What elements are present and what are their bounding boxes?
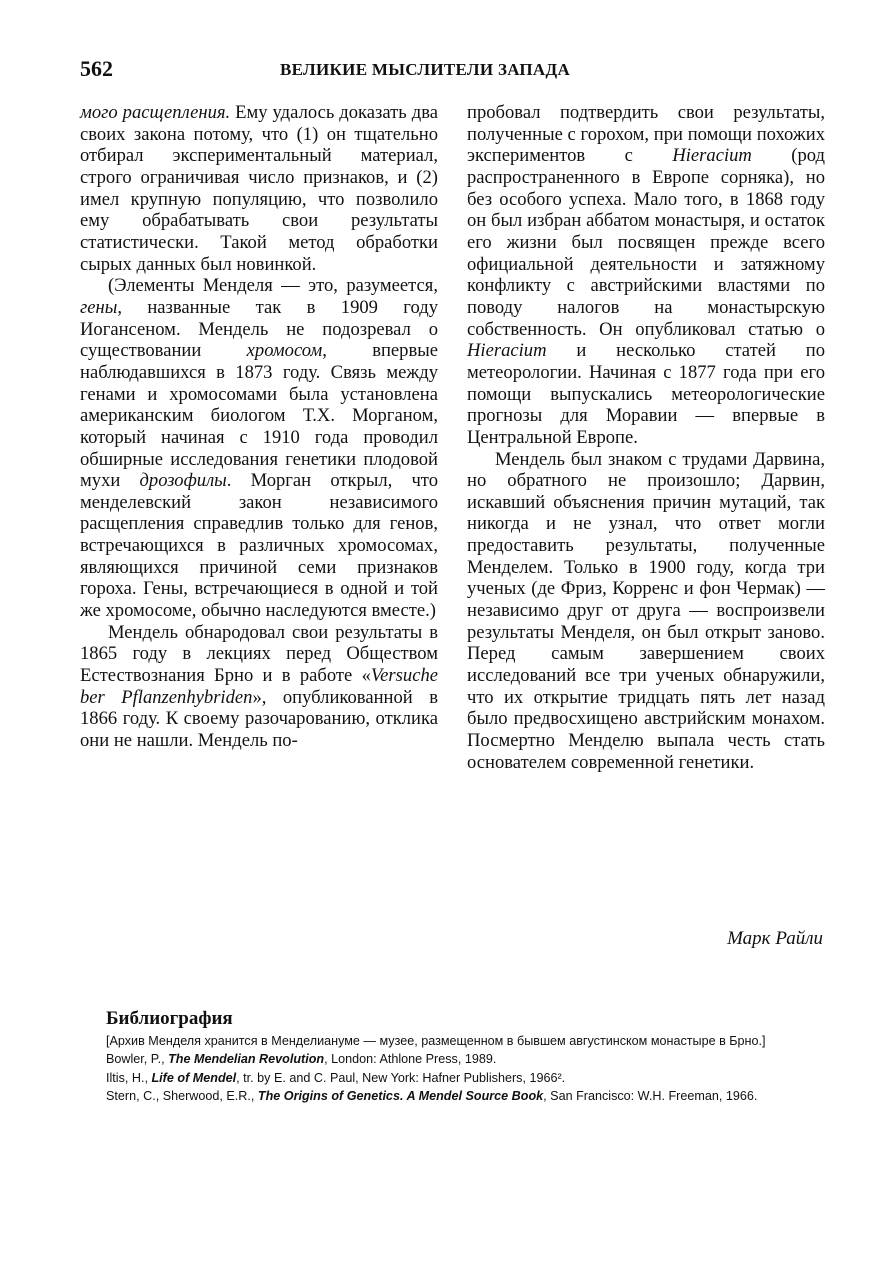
paragraph-text: и несколько статей по метеорологии. Начиная с 1877 года при его помощи выпускались метеорологические прогнозы для Моравии — впервые в Центральной Европе.	[467, 340, 825, 448]
paragraph-text: », опубликованной в 1866 году. К своему разочарованию, отклика они не нашли. Мендель по-	[80, 686, 438, 752]
paragraph	[80, 275, 438, 622]
bibliography-entry	[80, 1087, 825, 1105]
paragraph-text: (род распространенного в Европе сорняка), но без особого успеха. Мало того, в 1868 году он был избран аббатом монастыря, и остаток его жизни был посвящен прежде всего официальной деятельности и затяжному конфликту с австрийскими властями по поводу налогов на монастырскую собственность. Он опубликовал статью о	[467, 145, 826, 340]
paragraph	[80, 622, 438, 752]
bibliography-entry: [Архив Менделя хранится в Менделиануме — музее, размещенном в бывшем августинском монастыре в Брно.]	[106, 1034, 766, 1048]
entry-text: , San Francisco: W.H. Freeman, 1966.	[543, 1088, 758, 1103]
entry-text: , London: Athlone Press, 1989.	[324, 1052, 497, 1067]
author-signature: Марк Райли	[727, 928, 823, 949]
entry-title: The Mendelian Revolution	[168, 1052, 325, 1067]
entry-text: , tr. by E. and C. Paul, New York: Hafner Publishers, 1966².	[236, 1070, 566, 1085]
page-number: 562	[80, 56, 113, 81]
italic-term: Hieracium	[467, 340, 547, 362]
entry-title: The Origins of Genetics. A Mendel Source Book	[257, 1088, 544, 1103]
italic-term: хромосом	[246, 340, 323, 362]
paragraph-text: Ему удалось доказать два своих закона потому, что (1) он тщательно отбирал экспериментальный материал, строго ограничивая число признаков, и (2) имел крупную популяцию, что позволило ему обрабатывать свои результаты статистически. Такой метод обработки сырых данных был новинкой.	[80, 102, 438, 275]
bibliography-heading: Библиография	[106, 1008, 233, 1029]
entry-text: Bowler, P.,	[106, 1052, 169, 1067]
italic-term: Hieracium	[672, 145, 752, 167]
paragraph-text: . Морган открыл, что менделевский закон независимого расщепления справедлив только для генов, встречающихся в различных хромосомах, являющихся причиной семи признаков гороха. Гены, встречающиеся в одной и той же хромосоме, обычно наследуются вместе.)	[80, 470, 438, 622]
work-title: Versuche ber Pflanzenhybriden	[80, 665, 438, 708]
entry-text: Iltis, H.,	[106, 1070, 152, 1085]
paragraph-text: пробовал подтвердить свои результаты, полученные с горохом, при помощи похожих экспериментов с	[467, 102, 825, 167]
italic-term: мого расщепления.	[80, 102, 231, 123]
italic-term: гены	[80, 296, 118, 318]
paragraph	[467, 102, 825, 449]
entry-title: Life of Mendel	[151, 1070, 237, 1085]
paragraph-text: (Элементы Менделя — это, разумеется,	[108, 275, 438, 297]
right-column	[467, 102, 825, 773]
paragraph-text: , названные так в 1909 году Иогансеном. Мендель не подозревал о существовании	[80, 296, 438, 362]
paragraph	[80, 102, 438, 275]
paragraph-text: Мендель обнародовал свои результаты в 1865 году в лекциях перед Обществом Естествознания Брно и в работе «	[80, 621, 438, 687]
bibliography-entry	[80, 1050, 825, 1068]
bibliography-list	[80, 1032, 825, 1105]
entry-text: Stern, C., Sherwood, E.R.,	[106, 1088, 258, 1103]
left-column	[80, 102, 438, 752]
italic-term: дрозофилы	[139, 470, 227, 492]
bibliography-entry	[80, 1069, 825, 1087]
paragraph: Мендель был знаком с трудами Дарвина, но обратного не произошло; Дарвин, искавший объяснения причин мутаций, так никогда и не узнал, что ответ могли предоставить результаты, полученные Менделем. Только в 1900 году, когда три ученых (де Фриз, Корренс и фон Чермак) — независимо друг от друга — воспроизвели результаты Менделя, он был открыт заново. Перед самым завершением своих исследований все три ученых обнаружили, что их открытие тридцать пять лет назад было предвосхищено австрийским монахом. Посмертно Менделю выпала честь стать основателем современной генетики.	[467, 448, 825, 773]
running-title: ВЕЛИКИЕ МЫСЛИТЕЛИ ЗАПАДА	[280, 60, 571, 79]
paragraph-text: , впервые наблюдавшихся в 1873 году. Связь между генами и хромосомами была установлена американским биологом Т.Х. Морганом, который начиная с 1910 года проводил обширные исследования генетики плодовой мухи	[80, 340, 438, 492]
